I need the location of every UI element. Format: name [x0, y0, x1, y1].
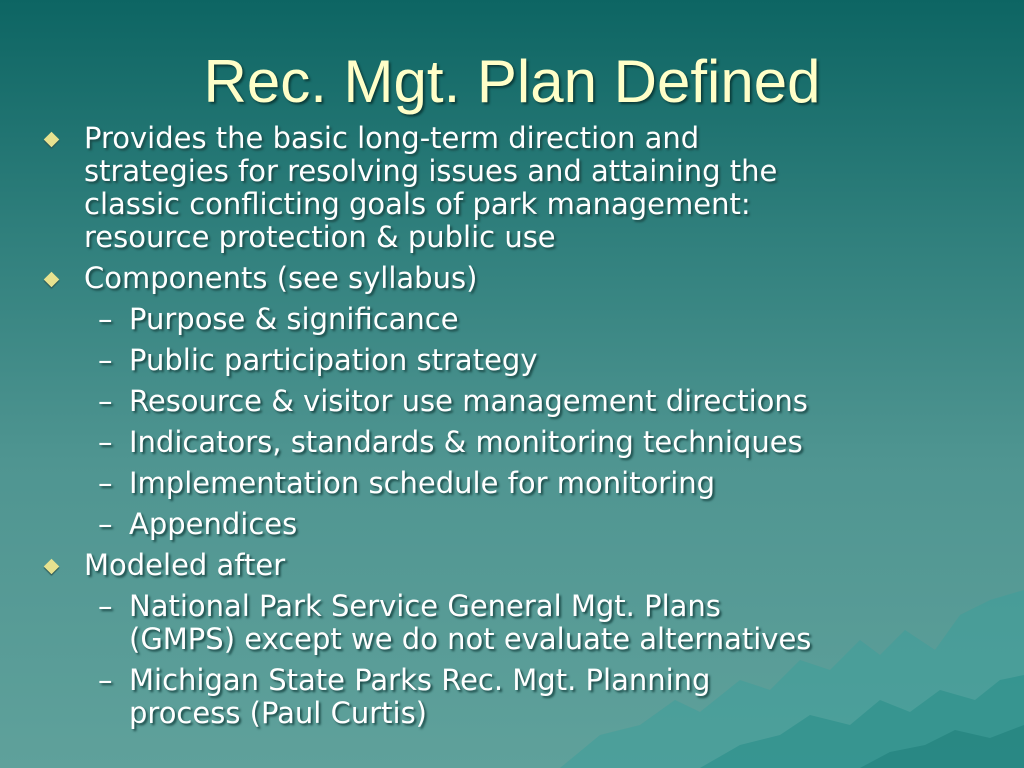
dash-bullet: – [98, 507, 113, 541]
diamond-bullet-icon [44, 132, 60, 148]
sub-bullet-item [40, 467, 1000, 500]
sub-bullet-text: Implementation schedule for monitoring [129, 466, 716, 500]
sub-bullet-item [40, 426, 1000, 459]
dash-bullet: – [98, 466, 113, 500]
bullet-line: Provides the basic long-term direction and [84, 121, 700, 155]
sub-bullet-line: process (Paul Curtis) [129, 696, 427, 730]
sub-bullet-item [40, 385, 1000, 418]
sub-bullet-item [40, 508, 1000, 541]
dash-bullet: – [98, 425, 113, 459]
bullet-item-2 [40, 262, 1000, 295]
sub-bullet-line: (GMPS) except we do not evaluate alternatives [129, 622, 812, 656]
dash-bullet: – [98, 384, 113, 418]
sub-bullet-line: National Park Service General Mgt. Plans [129, 589, 721, 623]
bullet-line: strategies for resolving issues and attaining the [84, 154, 778, 188]
bullet-line: classic conflicting goals of park management: [84, 187, 751, 221]
diamond-bullet-icon [44, 559, 60, 575]
sub-bullet-item [40, 590, 1000, 656]
sub-bullet-item [40, 664, 1000, 730]
dash-bullet: – [98, 302, 113, 336]
diamond-bullet-icon [44, 272, 60, 288]
bullet-line: resource protection & public use [84, 220, 556, 254]
sub-bullet-text: Resource & visitor use management directions [129, 384, 808, 418]
bullet-text: Components (see syllabus) [84, 261, 478, 295]
sub-bullet-text: Public participation strategy [129, 343, 538, 377]
slide-title: Rec. Mgt. Plan Defined [203, 48, 821, 115]
sub-bullet-item [40, 303, 1000, 336]
sub-bullet-item [40, 344, 1000, 377]
bullet-list [40, 122, 1000, 730]
sub-bullet-line: Michigan State Parks Rec. Mgt. Planning [129, 663, 711, 697]
dash-bullet: – [98, 343, 113, 377]
bullet-item-1 [40, 122, 1000, 254]
sub-bullet-text: Indicators, standards & monitoring techniques [129, 425, 803, 459]
dash-bullet: – [98, 589, 113, 623]
dash-bullet: – [98, 663, 113, 697]
sub-bullet-text: Purpose & significance [129, 302, 459, 336]
bullet-text: Modeled after [84, 548, 286, 582]
sub-bullet-text: Appendices [129, 507, 298, 541]
bullet-item-3 [40, 549, 1000, 582]
